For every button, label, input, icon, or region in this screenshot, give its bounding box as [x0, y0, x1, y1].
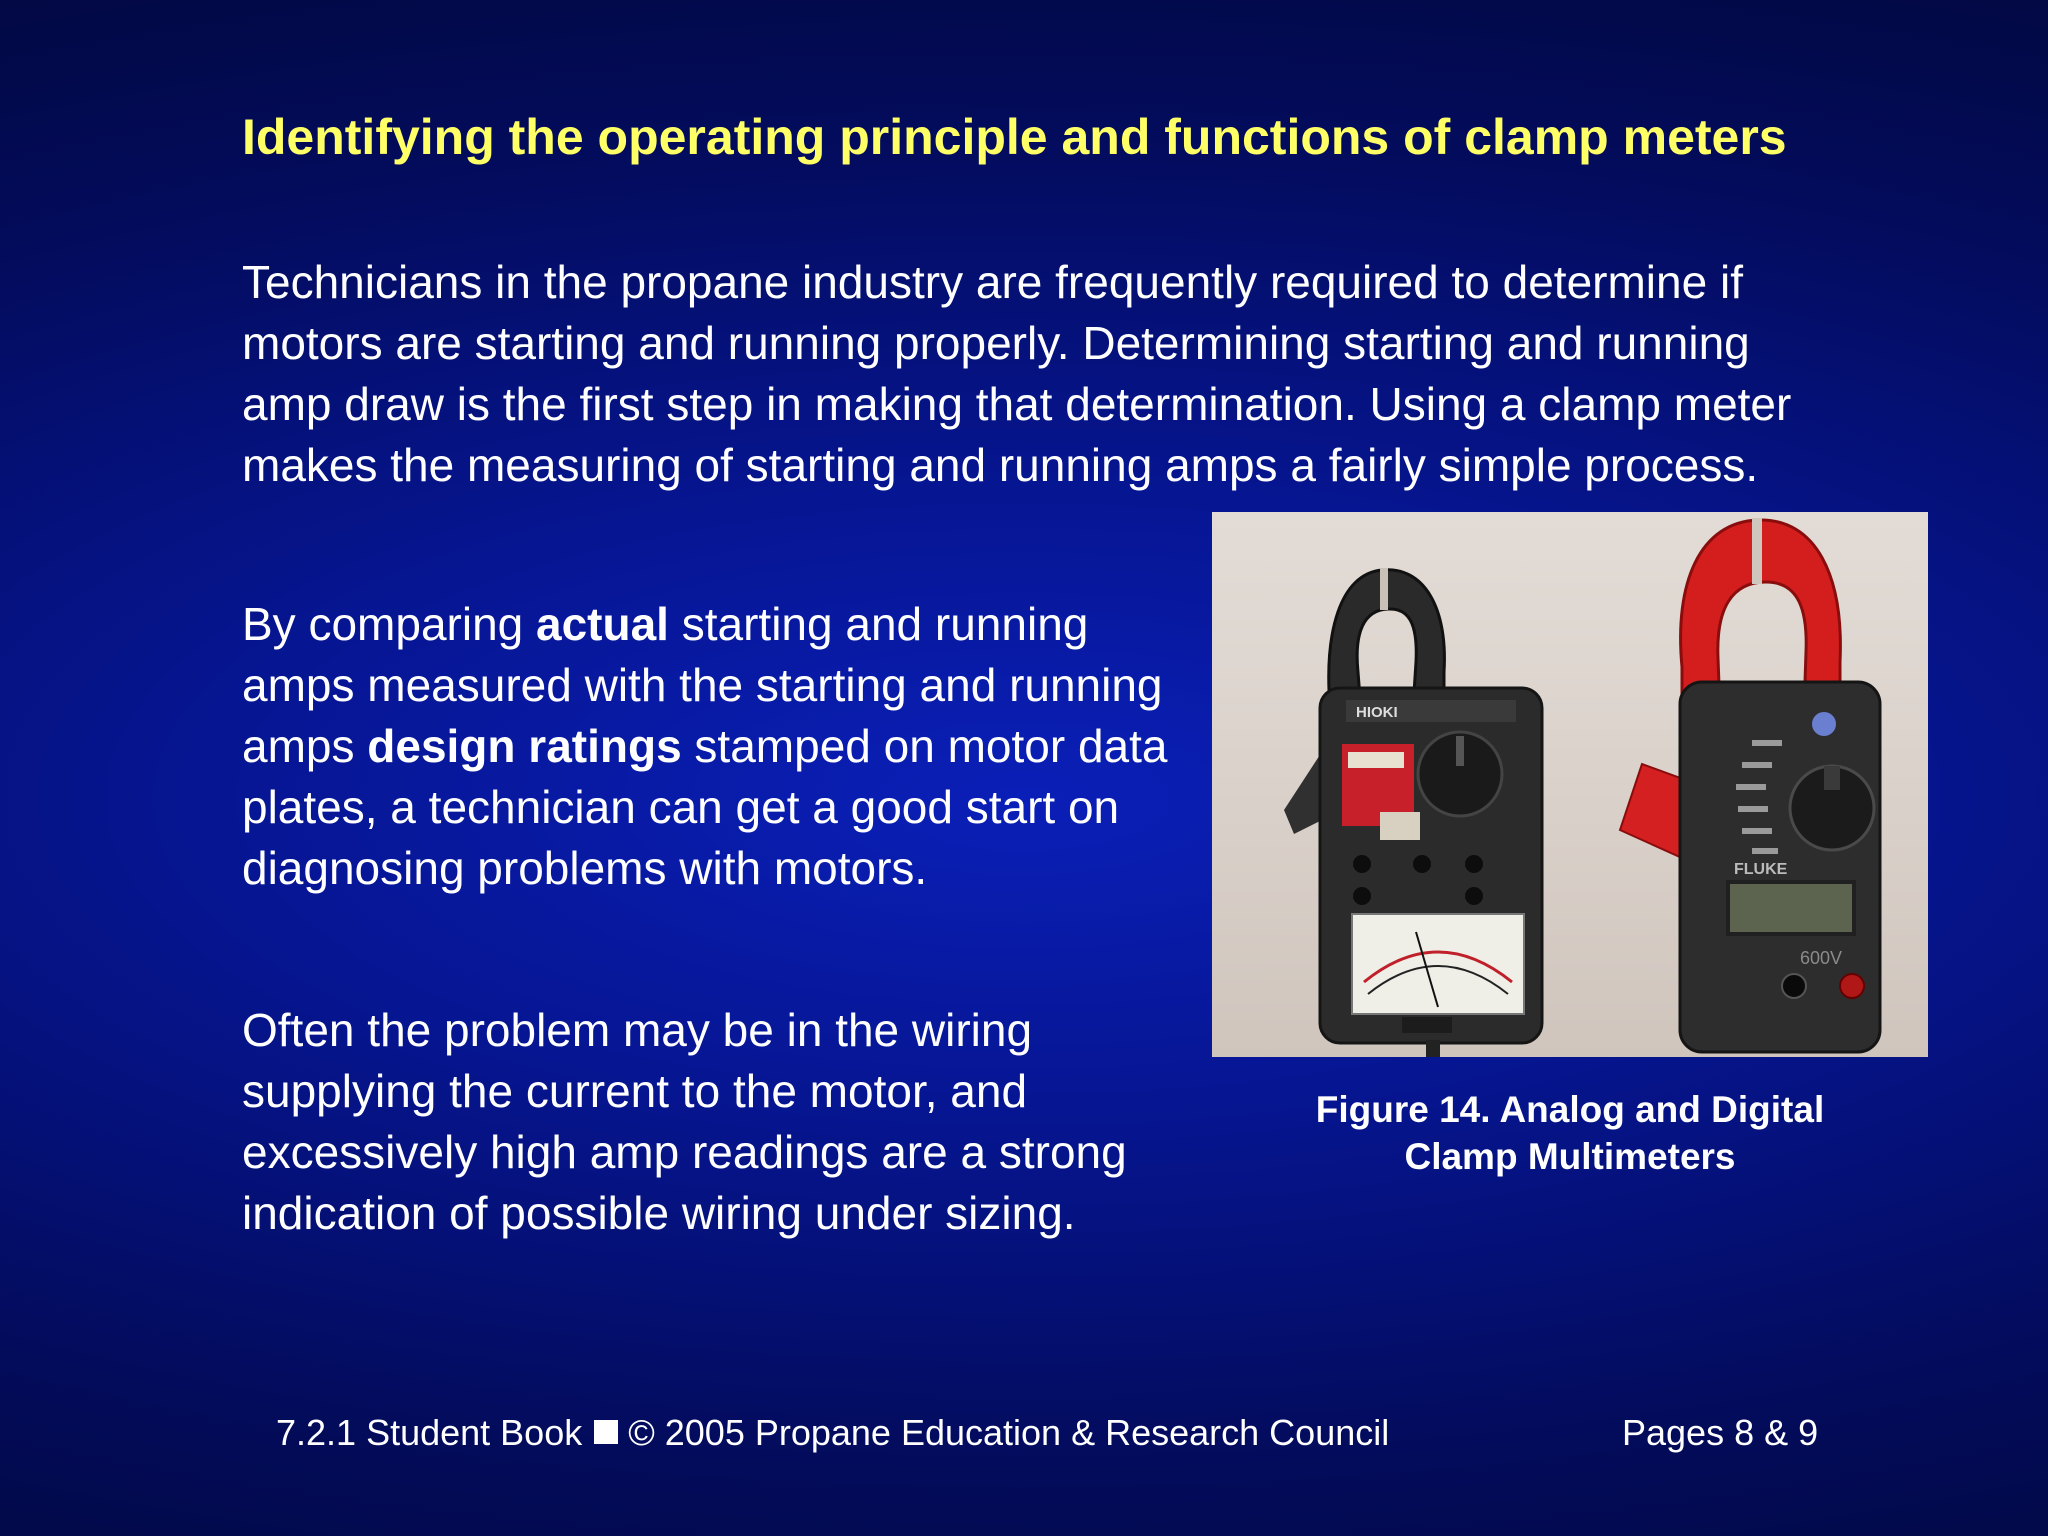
- analog-brand-label: HIOKI: [1356, 704, 1398, 721]
- comparison-text-3: stamped on motor data plates, a technician can get a good start on diagnosing problems with motors.: [242, 720, 1168, 894]
- wiring-paragraph: Often the problem may be in the wiring supplying the current to the motor, and excessively high amp readings are a strong indication of possible wiring under sizing.: [242, 1004, 1127, 1239]
- footer-pages: Pages 8 & 9: [1622, 1412, 1819, 1453]
- comparison-paragraph: [242, 594, 1202, 899]
- design-ratings-emphasis: design ratings: [367, 720, 682, 772]
- intro-paragraph: Technicians in the propane industry are frequently required to determine if motors are starting and running properly. Determining starting and running amp draw is the first step in making that determination. Using a clamp meter makes the measuring of starting and running amps a fairly simple process.: [242, 256, 1792, 491]
- digital-brand-label: FLUKE: [1734, 861, 1788, 878]
- footer-source: [276, 1408, 1389, 1458]
- figure-caption: [1212, 1086, 1928, 1180]
- digital-clamp-meter: [1620, 518, 1880, 1052]
- square-bullet-icon: [594, 1420, 618, 1444]
- clamp-meters-photo: [1212, 512, 1928, 1057]
- analog-clamp-meter: [1284, 568, 1542, 1057]
- actual-emphasis: actual: [536, 598, 669, 650]
- footer-copyright: © 2005 Propane Education & Research Council: [628, 1412, 1390, 1453]
- digital-voltage-label: 600V: [1800, 948, 1843, 968]
- footer-book: 7.2.1 Student Book: [276, 1412, 583, 1453]
- slide-title: Identifying the operating principle and functions of clamp meters: [242, 109, 1787, 165]
- comparison-text-1: By comparing: [242, 598, 537, 650]
- figure-caption-line-2: Clamp Multimeters: [1404, 1136, 1736, 1177]
- comparison-text-2: starting and running amps measured with the starting and running amps: [242, 598, 1163, 772]
- figure-caption-line-1: Figure 14. Analog and Digital: [1315, 1089, 1825, 1130]
